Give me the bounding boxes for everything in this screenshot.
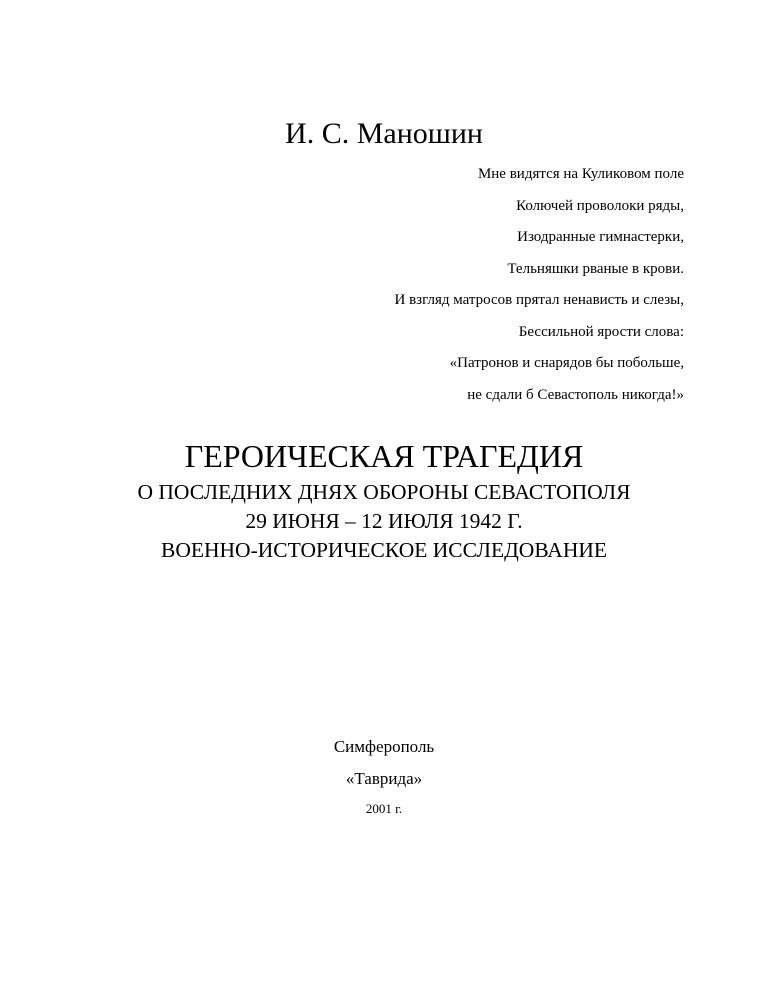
- epigraph-line: «Патронов и снарядов бы побольше,: [449, 355, 684, 371]
- imprint: [0, 734, 768, 819]
- epigraph-line: Тельняшки рваные в крови.: [507, 260, 684, 277]
- book-title: ГЕРОИЧЕСКАЯ ТРАГЕДИЯ: [184, 438, 584, 474]
- epigraph-line: И взгляд матросов прятал ненависть и слезы,: [394, 292, 684, 308]
- subtitle-line: ВОЕННО-ИСТОРИЧЕСКОЕ ИССЛЕДОВАНИЕ: [160, 538, 608, 562]
- subtitle-line: 29 ИЮНЯ – 12 ИЮЛЯ 1942 Г.: [245, 509, 523, 533]
- epigraph-line: Колючей проволоки ряды,: [516, 197, 684, 214]
- publication-city: Симферополь: [333, 737, 435, 756]
- publisher-name: «Таврида»: [345, 769, 423, 788]
- epigraph-line: Бессильной ярости слова:: [518, 323, 684, 340]
- publication-year: 2001 г.: [365, 801, 403, 816]
- author-name: И. С. Маношин: [285, 117, 483, 150]
- subtitle-line: О ПОСЛЕДНИХ ДНЯХ ОБОРОНЫ СЕВАСТОПОЛЯ: [137, 480, 631, 504]
- epigraph-line: не сдали б Севастополь никогда!»: [467, 386, 684, 403]
- epigraph: [224, 162, 684, 414]
- subtitle: [0, 478, 768, 565]
- epigraph-line: Изодранные гимнастерки,: [517, 229, 684, 245]
- epigraph-line: Мне видятся на Куликовом поле: [477, 166, 684, 182]
